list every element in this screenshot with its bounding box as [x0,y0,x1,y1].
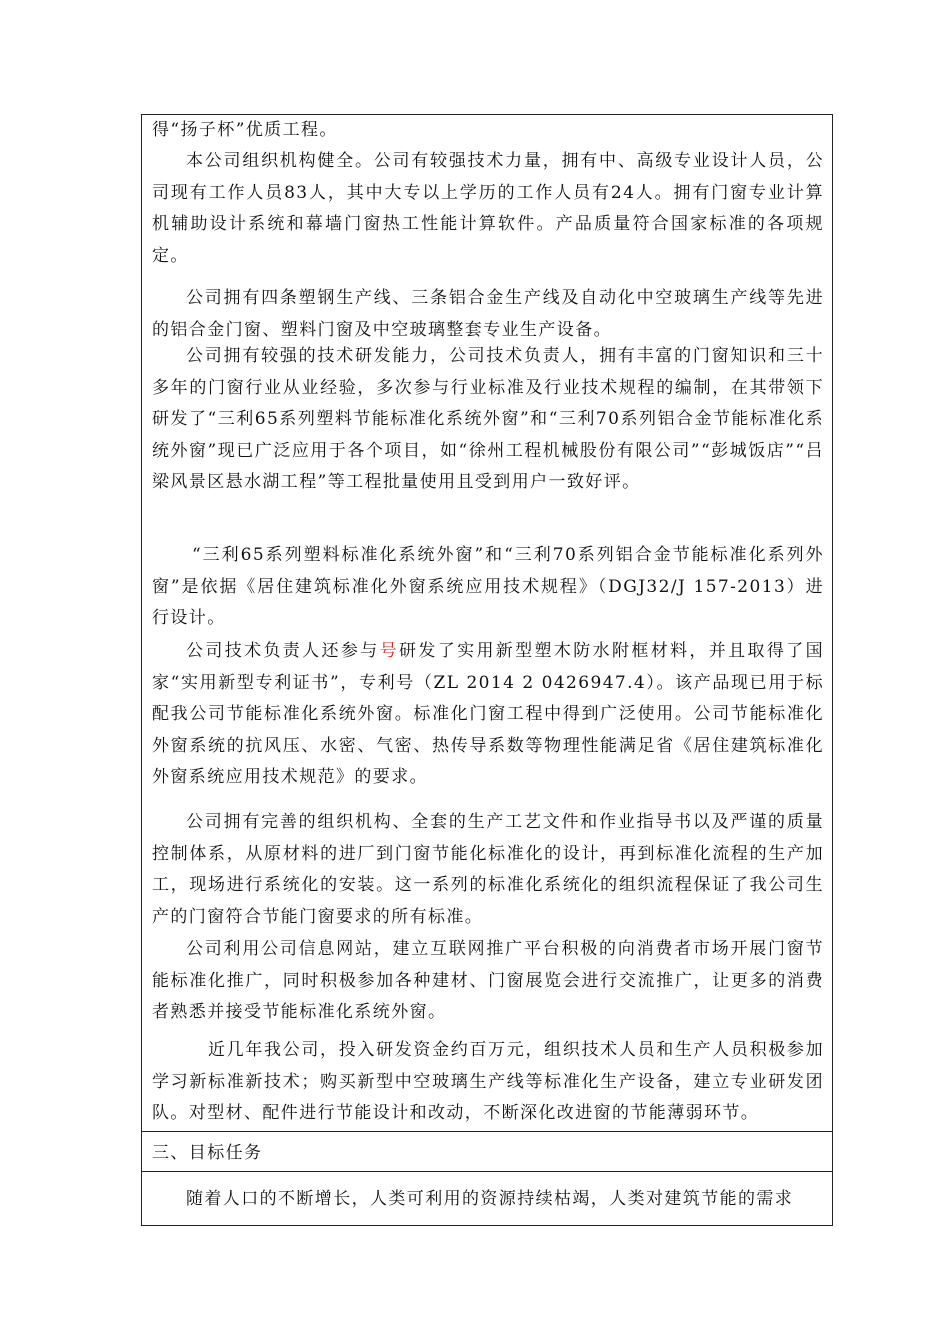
paragraph-3: 公司拥有四条塑钢生产线、三条铝合金生产线及自动化中空玻璃生产线等先进的铝合金门窗、塑料门窗及中空玻璃整套专业生产设备。 [152,288,824,340]
section-heading: 三、目标任务 [152,1143,263,1163]
paragraph-4: 公司拥有较强的技术研发能力，公司技术负责人，拥有丰富的门窗知识和三十多年的门窗行业从业经验，多次参与行业标准及行业技术规程的编制，在其带领下研发了“三利65系列塑料节能标准化系统外窗”和“三利70系列铝合金节能标准化系统外窗”现已广泛应用于各个项目，如“徐州工程机械股份有限公司”“彭城饭店”“吕梁风景区悬水湖工程”等工程批量使用且受到用户一致好评。 [152,346,824,492]
section-heading-row [142,1132,832,1172]
paragraph-7: 公司拥有完善的组织机构、全套的生产工艺文件和作业指导书以及严谨的质量控制体系，从原材料的进厂到门窗节能化标准化的设计，再到标准化流程的生产加工，现场进行系统化的安装。这一系列的标准化系统化的组织流程保证了我公司生产的门窗符合节能门窗要求的所有标准。 [152,812,824,927]
highlighted-char: 号 [379,641,399,661]
paragraph-9: 近几年我公司，投入研发资金约百万元，组织技术人员和生产人员积极参加学习新标准新技术；购买新型中空玻璃生产线等标准化生产设备，建立专业研发团队。对型材、配件进行节能设计和改动，不断深化改进窗的节能薄弱环节。 [152,1040,824,1123]
paragraph-8: 公司利用公司信息网站，建立互联网推广平台积极的向消费者市场开展门窗节能标准化推广，同时积极参加各种建材、门窗展览会进行交流推广，让更多的消费者熟悉并接受节能标准化系统外窗。 [152,939,824,1022]
paragraph-1: 得“扬子杯”优质工程。 [152,120,338,140]
document-table [141,114,833,1226]
paragraph-6 [152,636,824,794]
target-task-text: 随着人口的不断增长，人类可利用的资源持续枯竭，人类对建筑节能的需求 [186,1189,794,1209]
company-profile-cell [142,115,832,1132]
paragraph-6-before: 公司技术负责人还参与 [186,641,380,661]
target-task-cell [142,1172,832,1227]
paragraph-5: “三利65系列塑料标准化系统外窗”和“三利70系列铝合金节能标准化系列外窗”是依据《居住建筑标准化外窗系统应用技术规程》（DGJ32/J 157-2013）进行设计。 [152,545,824,628]
paragraph-6-after: 研发了实用新型塑木防水附框材料，并且取得了国家“实用新型专利证书”，专利号（ZL 2014 2 0426947.4）。该产品现已用于标配我公司节能标准化系统外窗。标准化门窗工程中得到广泛使用。公司节能标准化外窗系统的抗风压、水密、气密、热传导系数等物理性能满足省《居住建筑标准化外窗系统应用技术规范》的要求。 [152,641,824,787]
paragraph-2: 本公司组织机构健全。公司有较强技术力量，拥有中、高级专业设计人员，公司现有工作人员83人，其中大专以上学历的工作人员有24人。拥有门窗专业计算机辅助设计系统和幕墙门窗热工性能计算软件。产品质量符合国家标准的各项规定。 [152,151,824,266]
